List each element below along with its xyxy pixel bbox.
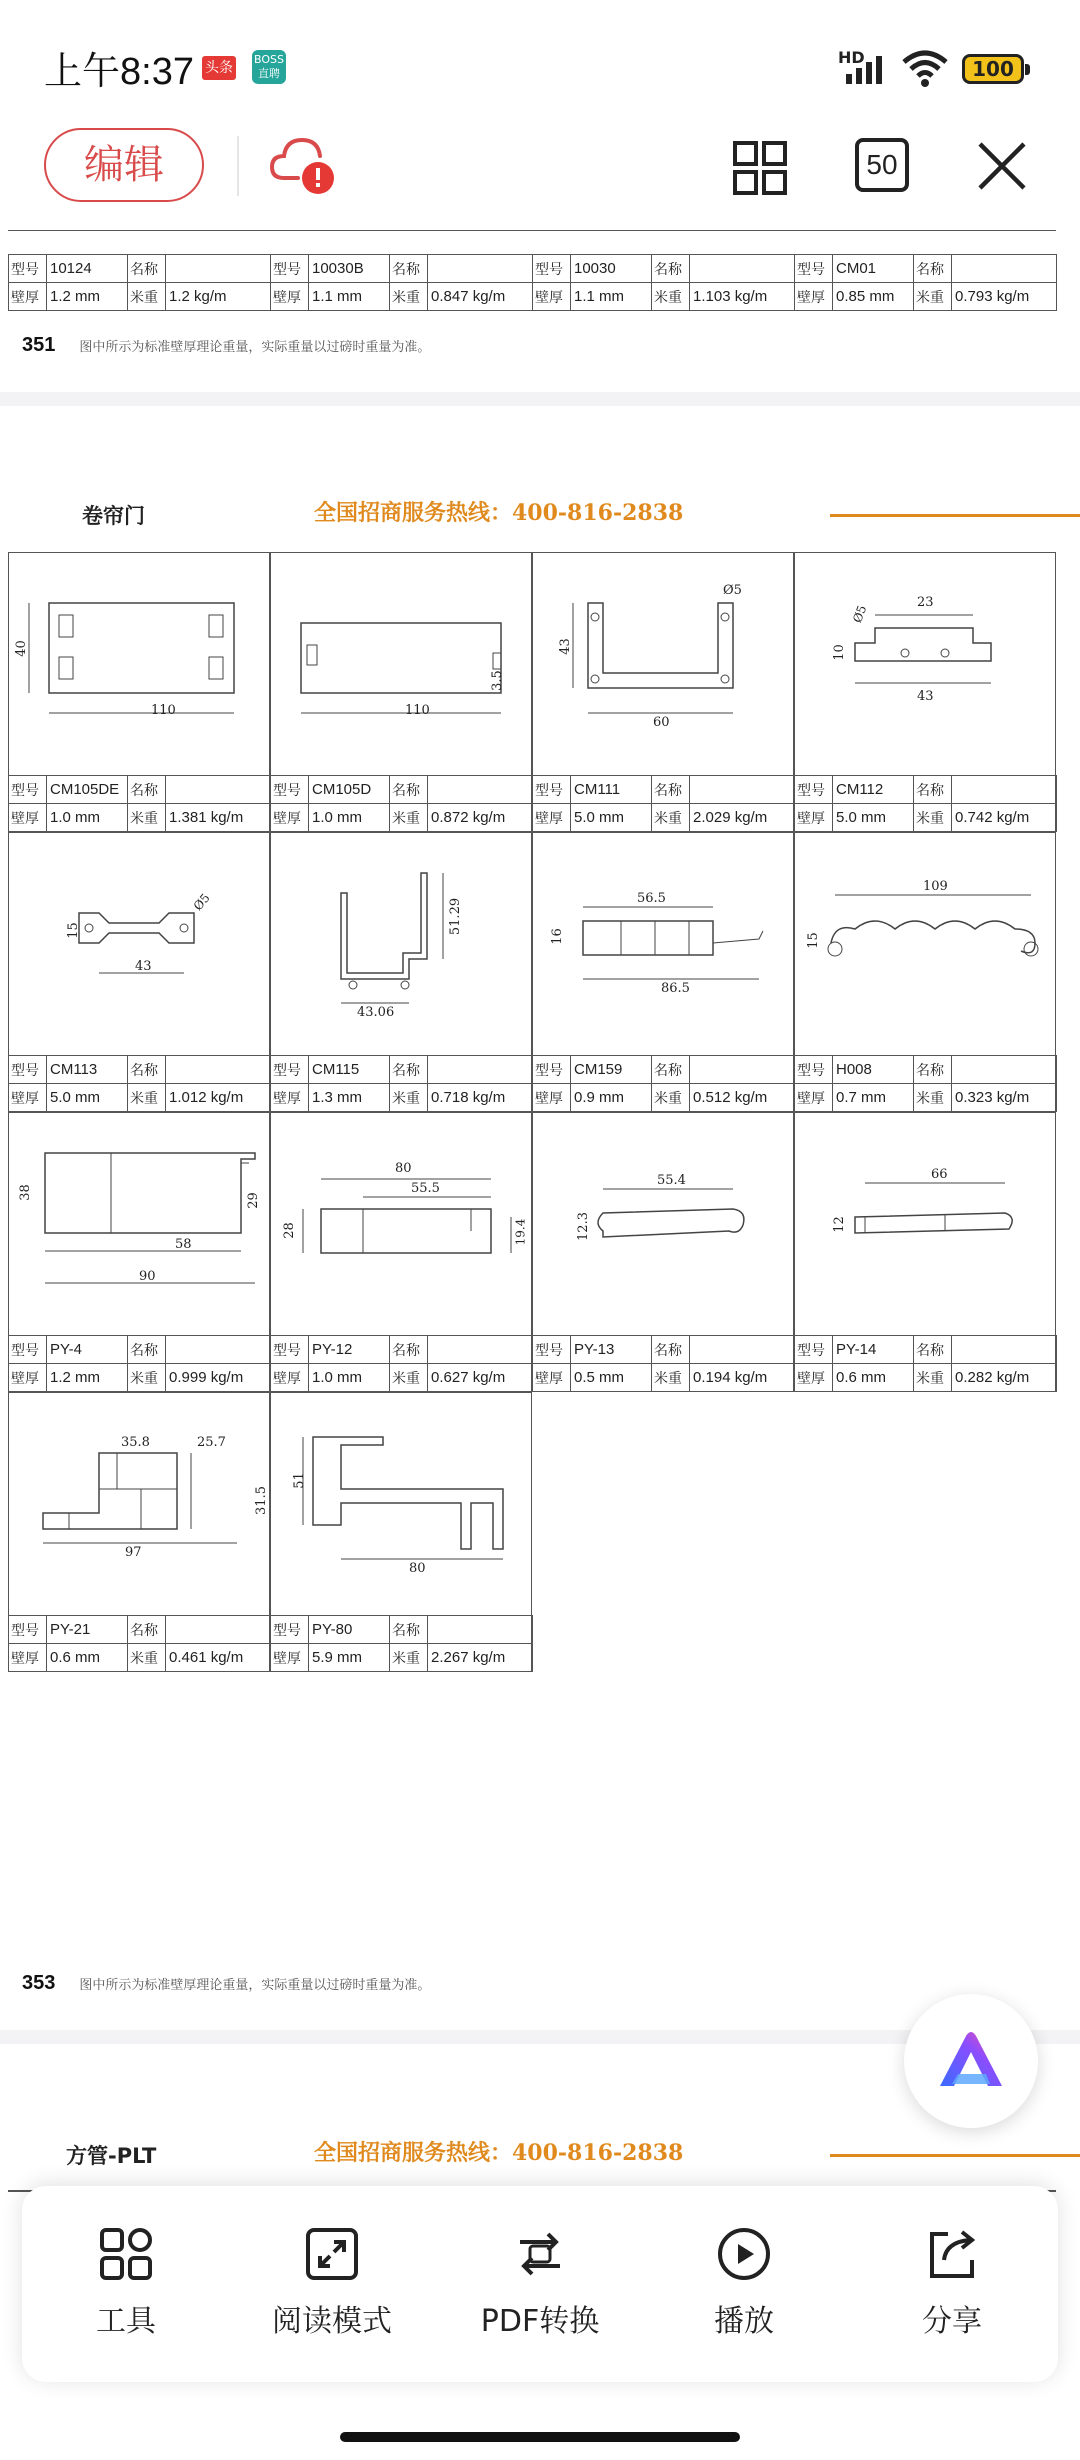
weight-value: 1.381 kg/m	[166, 804, 271, 832]
profile-drawing	[533, 553, 795, 773]
header-rule	[830, 2154, 1080, 2157]
dim-label: 31.5	[253, 1486, 269, 1515]
page-footer	[22, 334, 430, 357]
label-weight: 米重	[390, 1644, 428, 1672]
dim-label: 109	[923, 879, 948, 894]
dim-label: 35.8	[121, 1435, 150, 1450]
product-card	[8, 1392, 270, 1672]
share-label: 分享	[922, 2304, 982, 2339]
label-name: 名称	[652, 1056, 690, 1084]
grid-view-icon[interactable]	[732, 140, 788, 196]
product-card	[8, 832, 270, 1112]
label-weight: 米重	[914, 283, 952, 311]
profile-drawing	[9, 553, 271, 773]
product-card	[270, 1112, 532, 1392]
toutiao-badge: 头条	[202, 56, 236, 80]
label-thickness: 壁厚	[795, 1364, 833, 1392]
tools-button[interactable]	[36, 2226, 216, 2340]
label-weight: 米重	[390, 1084, 428, 1112]
name-value	[166, 1336, 271, 1364]
dim-label: 3.5	[489, 670, 505, 691]
dim-label: 12.3	[575, 1212, 591, 1241]
model-value: PY-14	[833, 1336, 914, 1364]
label-name: 名称	[652, 1336, 690, 1364]
label-model: 型号	[271, 776, 309, 804]
product-card	[532, 832, 794, 1112]
label-weight: 米重	[390, 1364, 428, 1392]
label-model: 型号	[795, 776, 833, 804]
weight-value: 0.282 kg/m	[952, 1364, 1057, 1392]
clock: 上午8:37	[44, 51, 194, 93]
name-value	[428, 1616, 533, 1644]
dim-label: 12	[831, 1216, 847, 1233]
label-thickness: 壁厚	[271, 1644, 309, 1672]
weight-value: 0.194 kg/m	[690, 1364, 795, 1392]
hotline-text: 全国招商服务热线：400-816-2838	[314, 2140, 684, 2166]
top-spec-table	[8, 230, 1056, 231]
thickness-value: 1.3 mm	[309, 1084, 390, 1112]
page-gap	[0, 392, 1080, 406]
profile-drawing	[271, 833, 533, 1053]
thickness-value: 5.0 mm	[47, 1084, 128, 1112]
thickness-value: 1.1 mm	[309, 283, 390, 311]
weight-value: 1.012 kg/m	[166, 1084, 271, 1112]
label-thickness: 壁厚	[795, 1084, 833, 1112]
name-value	[166, 1616, 271, 1644]
page-count-button[interactable]: 50	[855, 138, 909, 192]
weight-value: 0.718 kg/m	[428, 1084, 533, 1112]
thickness-value: 1.0 mm	[309, 1364, 390, 1392]
profile-drawing	[533, 833, 795, 1053]
label-name: 名称	[914, 776, 952, 804]
model-value: CM01	[833, 255, 914, 283]
model-value: PY-21	[47, 1616, 128, 1644]
thickness-value: 5.0 mm	[571, 804, 652, 832]
label-name: 名称	[914, 255, 952, 283]
dim-label: 97	[125, 1545, 142, 1560]
share-icon	[924, 2226, 980, 2282]
model-value: CM112	[833, 776, 914, 804]
product-card	[794, 832, 1056, 1112]
dim-label: 43	[557, 638, 573, 655]
label-thickness: 壁厚	[271, 804, 309, 832]
label-model: 型号	[271, 1616, 309, 1644]
name-value	[952, 1056, 1057, 1084]
footer-note: 图中所示为标准壁厚理论重量，实际重量以过磅时重量为准。	[79, 1978, 431, 1993]
label-name: 名称	[652, 255, 690, 283]
dim-label: 23	[917, 595, 934, 610]
weight-value: 0.323 kg/m	[952, 1084, 1057, 1112]
footer-note: 图中所示为标准壁厚理论重量，实际重量以过磅时重量为准。	[79, 340, 431, 355]
battery-icon: 100	[962, 54, 1024, 84]
product-card	[794, 1112, 1056, 1392]
label-weight: 米重	[652, 283, 690, 311]
weight-value: 2.029 kg/m	[690, 804, 795, 832]
thickness-value: 1.2 mm	[47, 1364, 128, 1392]
dim-label: 15	[65, 922, 81, 939]
name-value	[952, 1336, 1057, 1364]
model-value: PY-13	[571, 1336, 652, 1364]
product-card	[270, 832, 532, 1112]
label-weight: 米重	[652, 1364, 690, 1392]
header-rule	[830, 514, 1080, 517]
model-value: CM113	[47, 1056, 128, 1084]
label-thickness: 壁厚	[533, 1084, 571, 1112]
profile-drawing	[533, 1113, 795, 1333]
name-value	[428, 776, 533, 804]
dim-label: 110	[405, 703, 430, 718]
dim-label: 38	[17, 1184, 33, 1201]
section-title: 方管-PLT	[66, 2144, 157, 2168]
label-weight: 米重	[390, 283, 428, 311]
thickness-value: 1.1 mm	[571, 283, 652, 311]
top-spec-rows	[8, 254, 1057, 311]
dim-label: 43	[917, 689, 934, 704]
weight-value: 0.847 kg/m	[428, 283, 533, 311]
label-model: 型号	[533, 776, 571, 804]
home-indicator[interactable]	[340, 2432, 740, 2442]
label-name: 名称	[652, 776, 690, 804]
name-value	[166, 776, 271, 804]
model-value: CM105D	[309, 776, 390, 804]
edit-button[interactable]: 编辑	[44, 128, 204, 202]
read-mode-button[interactable]	[242, 2226, 422, 2340]
play-icon	[716, 2226, 772, 2282]
label-thickness: 壁厚	[9, 1644, 47, 1672]
model-value: H008	[833, 1056, 914, 1084]
product-card	[270, 1392, 532, 1672]
label-model: 型号	[271, 1056, 309, 1084]
thickness-value: 0.7 mm	[833, 1084, 914, 1112]
name-value	[952, 255, 1057, 283]
model-value: CM159	[571, 1056, 652, 1084]
label-model: 型号	[795, 1336, 833, 1364]
thickness-value: 0.6 mm	[47, 1644, 128, 1672]
label-thickness: 壁厚	[533, 804, 571, 832]
dim-label: 80	[409, 1561, 426, 1576]
label-model: 型号	[795, 1056, 833, 1084]
label-model: 型号	[795, 255, 833, 283]
label-model: 型号	[9, 776, 47, 804]
label-name: 名称	[390, 1616, 428, 1644]
thickness-value: 0.9 mm	[571, 1084, 652, 1112]
name-value	[428, 1056, 533, 1084]
play-button[interactable]	[654, 2226, 834, 2340]
product-card	[532, 552, 794, 832]
label-name: 名称	[914, 1336, 952, 1364]
pdf-convert-button[interactable]	[450, 2226, 630, 2340]
dim-label: 43.06	[357, 1005, 395, 1020]
model-value: PY-80	[309, 1616, 390, 1644]
dim-label: 19.4	[513, 1218, 528, 1246]
weight-value: 1.2 kg/m	[166, 283, 271, 311]
hd-indicator: HD	[838, 48, 865, 67]
label-thickness: 壁厚	[9, 283, 47, 311]
label-thickness: 壁厚	[795, 283, 833, 311]
model-value: 10124	[47, 255, 128, 283]
product-card	[270, 552, 532, 832]
dim-label: 66	[931, 1167, 948, 1182]
weight-value: 0.742 kg/m	[952, 804, 1057, 832]
bottom-toolbar	[22, 2186, 1058, 2382]
dim-label: 80	[395, 1161, 412, 1176]
dim-label: 28	[281, 1222, 297, 1239]
label-thickness: 壁厚	[9, 804, 47, 832]
model-value: CM111	[571, 776, 652, 804]
product-card	[8, 1112, 270, 1392]
label-model: 型号	[9, 1056, 47, 1084]
weight-value: 2.267 kg/m	[428, 1644, 533, 1672]
label-name: 名称	[390, 1056, 428, 1084]
convert-icon	[512, 2226, 568, 2282]
label-weight: 米重	[652, 1084, 690, 1112]
weight-value: 0.872 kg/m	[428, 804, 533, 832]
label-name: 名称	[390, 776, 428, 804]
profile-drawing	[9, 833, 271, 1053]
name-value	[166, 1056, 271, 1084]
hotline-text: 全国招商服务热线：400-816-2838	[314, 500, 684, 526]
label-weight: 米重	[128, 1644, 166, 1672]
cloud-error-icon[interactable]	[268, 134, 338, 198]
model-value: 10030	[571, 255, 652, 283]
thickness-value: 1.0 mm	[47, 804, 128, 832]
expand-icon	[304, 2226, 360, 2282]
profile-drawing	[271, 553, 533, 773]
profile-drawing	[271, 1393, 533, 1613]
label-name: 名称	[128, 1616, 166, 1644]
name-value	[690, 1336, 795, 1364]
name-value	[428, 255, 533, 283]
label-weight: 米重	[128, 1084, 166, 1112]
dim-label: Ø5	[723, 583, 742, 598]
dim-label: Ø5	[190, 890, 213, 914]
weight-value: 0.999 kg/m	[166, 1364, 271, 1392]
label-model: 型号	[271, 255, 309, 283]
toolbar-divider	[237, 136, 239, 196]
page-number: 351	[22, 334, 56, 356]
label-thickness: 壁厚	[533, 1364, 571, 1392]
dim-label: 56.5	[637, 891, 666, 906]
model-value: CM115	[309, 1056, 390, 1084]
pdf-viewer[interactable]	[0, 230, 1080, 2460]
ai-logo-icon	[934, 2028, 1008, 2094]
label-weight: 米重	[914, 1364, 952, 1392]
label-weight: 米重	[914, 1084, 952, 1112]
label-model: 型号	[533, 1336, 571, 1364]
label-thickness: 壁厚	[9, 1084, 47, 1112]
name-value	[690, 1056, 795, 1084]
label-model: 型号	[9, 1336, 47, 1364]
dim-label: 58	[175, 1237, 192, 1252]
label-thickness: 壁厚	[271, 283, 309, 311]
page-number: 353	[22, 1972, 56, 1994]
dim-label: 51.29	[448, 897, 464, 936]
name-value	[952, 776, 1057, 804]
label-weight: 米重	[128, 804, 166, 832]
page-footer	[22, 1972, 430, 1995]
dim-label: 90	[139, 1269, 156, 1284]
name-value	[428, 1336, 533, 1364]
label-model: 型号	[533, 1056, 571, 1084]
signal-icon	[842, 54, 890, 84]
label-name: 名称	[914, 1056, 952, 1084]
label-name: 名称	[128, 1056, 166, 1084]
name-value	[690, 776, 795, 804]
label-thickness: 壁厚	[9, 1364, 47, 1392]
thickness-value: 1.2 mm	[47, 283, 128, 311]
dim-label: 110	[151, 703, 176, 718]
play-label: 播放	[714, 2304, 774, 2339]
dim-label: 10	[831, 644, 847, 661]
name-value	[166, 255, 271, 283]
model-value: 10030B	[309, 255, 390, 283]
product-card	[794, 552, 1056, 832]
dim-label: Ø5	[850, 603, 870, 625]
profile-drawing	[795, 553, 1057, 773]
dim-label: 60	[653, 715, 670, 730]
thickness-value: 0.85 mm	[833, 283, 914, 311]
label-name: 名称	[128, 776, 166, 804]
dim-label: 25.7	[197, 1435, 226, 1450]
model-value: CM105DE	[47, 776, 128, 804]
label-model: 型号	[9, 255, 47, 283]
label-name: 名称	[390, 255, 428, 283]
weight-value: 0.512 kg/m	[690, 1084, 795, 1112]
label-name: 名称	[128, 255, 166, 283]
label-thickness: 壁厚	[271, 1084, 309, 1112]
ai-assistant-button[interactable]	[904, 1994, 1038, 2128]
profile-drawing	[9, 1113, 271, 1333]
boss-app-badge: BOSS直聘	[252, 50, 286, 84]
thickness-value: 0.5 mm	[571, 1364, 652, 1392]
label-model: 型号	[533, 255, 571, 283]
profile-drawing	[795, 833, 1057, 1053]
dim-label: 55.5	[411, 1181, 440, 1196]
dim-label: 51	[291, 1472, 307, 1489]
status-bar	[0, 0, 1080, 130]
label-name: 名称	[128, 1336, 166, 1364]
wifi-icon	[900, 48, 950, 88]
product-card	[8, 552, 270, 832]
pdf-convert-label: PDF转换	[480, 2304, 600, 2339]
label-model: 型号	[271, 1336, 309, 1364]
thickness-value: 5.9 mm	[309, 1644, 390, 1672]
dim-label: 15	[805, 932, 821, 949]
weight-value: 1.103 kg/m	[690, 283, 795, 311]
dim-label: 86.5	[661, 981, 690, 996]
label-weight: 米重	[128, 1364, 166, 1392]
tools-label: 工具	[96, 2304, 156, 2339]
label-weight: 米重	[390, 804, 428, 832]
weight-value: 0.461 kg/m	[166, 1644, 271, 1672]
close-icon[interactable]	[974, 138, 1030, 194]
name-value	[690, 255, 795, 283]
dim-label: 40	[13, 640, 29, 657]
thickness-value: 0.6 mm	[833, 1364, 914, 1392]
label-thickness: 壁厚	[795, 804, 833, 832]
model-value: PY-12	[309, 1336, 390, 1364]
share-button[interactable]	[862, 2226, 1042, 2340]
label-thickness: 壁厚	[533, 283, 571, 311]
label-thickness: 壁厚	[271, 1364, 309, 1392]
dim-label: 43	[135, 959, 152, 974]
product-card	[532, 1112, 794, 1392]
profile-drawing	[271, 1113, 533, 1333]
label-weight: 米重	[914, 804, 952, 832]
profile-drawing	[9, 1393, 271, 1613]
weight-value: 0.793 kg/m	[952, 283, 1057, 311]
tools-icon	[98, 2226, 154, 2282]
thickness-value: 5.0 mm	[833, 804, 914, 832]
label-name: 名称	[390, 1336, 428, 1364]
dim-label: 29	[245, 1192, 261, 1209]
read-mode-label: 阅读模式	[272, 2304, 392, 2339]
section-title: 卷帘门	[82, 504, 145, 528]
thickness-value: 1.0 mm	[309, 804, 390, 832]
label-weight: 米重	[128, 283, 166, 311]
weight-value: 0.627 kg/m	[428, 1364, 533, 1392]
label-weight: 米重	[652, 804, 690, 832]
top-toolbar	[0, 126, 1080, 230]
dim-label: 55.4	[657, 1173, 686, 1188]
dim-label: 16	[549, 928, 565, 945]
model-value: PY-4	[47, 1336, 128, 1364]
label-model: 型号	[9, 1616, 47, 1644]
